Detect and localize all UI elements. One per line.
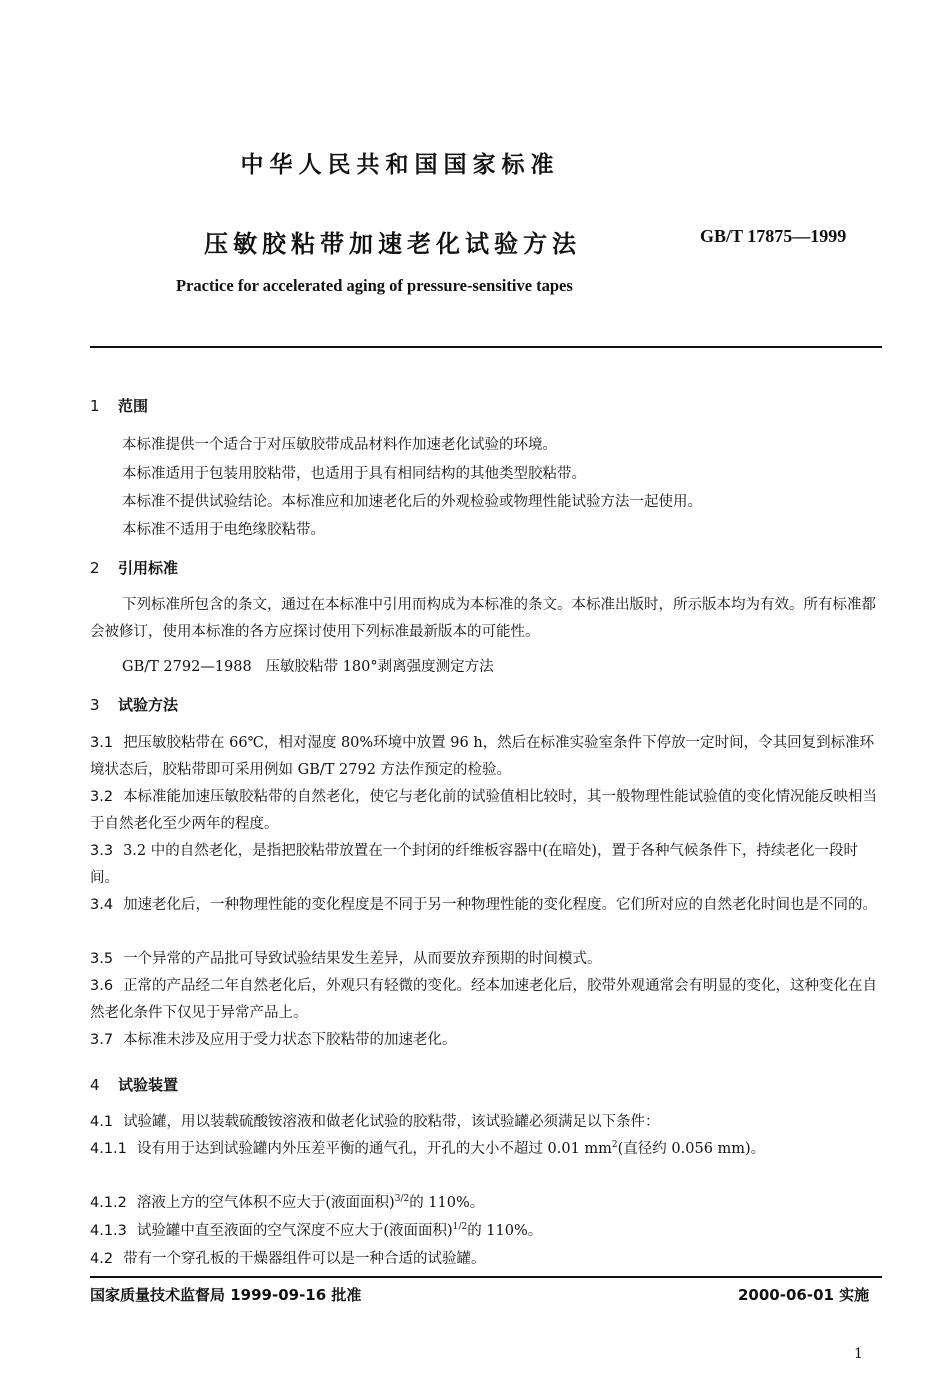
section-title: 试验装置 bbox=[118, 1076, 179, 1094]
clause-text: 一个异常的产品批可导致试验结果发生差异，从而要放弃预期的时间模式。 bbox=[123, 951, 602, 967]
clause-text-tail: 的 110%。 bbox=[409, 1195, 485, 1211]
clause-3-1 bbox=[90, 730, 882, 784]
footer-divider bbox=[90, 1276, 882, 1278]
clause-text: 本标准未涉及应用于受力状态下胶粘带的加速老化。 bbox=[123, 1032, 457, 1048]
clause-4-1-1 bbox=[90, 1136, 882, 1163]
clause-text: 溶液上方的空气体积不应大于(液面面积) bbox=[136, 1195, 395, 1211]
section-1-heading bbox=[90, 395, 148, 416]
clause-number: 4.1.2 bbox=[90, 1195, 127, 1211]
clause-text: 加速老化后，一种物理性能的变化程度是不同于另一种物理性能的变化程度。它们所对应的自然老化时间也是不同的。 bbox=[123, 897, 878, 913]
clause-4-2 bbox=[90, 1246, 882, 1273]
scope-line: 本标准不适用于电绝缘胶粘带。 bbox=[122, 522, 325, 538]
clause-text: 设有用于达到试验罐内外压差平衡的通气孔，开孔的大小不超过 0.01 mm bbox=[136, 1141, 612, 1157]
section-title: 范围 bbox=[118, 397, 149, 415]
clause-number: 4.1.1 bbox=[90, 1141, 127, 1157]
superscript: 1/2 bbox=[452, 1222, 468, 1232]
clause-3-6 bbox=[90, 973, 882, 1027]
scope-line: 本标准适用于包装用胶粘带，也适用于具有相同结构的其他类型胶粘带。 bbox=[122, 466, 586, 482]
section-number: 2 bbox=[90, 559, 100, 577]
standard-number: GB/T 17875—1999 bbox=[700, 226, 847, 246]
referenced-standard: GB/T 2792—1988 压敏胶粘带 180°剥离强度测定方法 bbox=[122, 659, 494, 675]
clause-text: 试验罐中直至液面的空气深度不应大于(液面面积) bbox=[136, 1223, 453, 1239]
section-title: 试验方法 bbox=[118, 696, 179, 714]
section-2-heading bbox=[90, 557, 178, 578]
clause-3-3 bbox=[90, 838, 882, 892]
clause-text-tail: 的 110%。 bbox=[467, 1223, 543, 1239]
clause-number: 3.1 bbox=[90, 735, 114, 751]
clause-3-4 bbox=[90, 892, 882, 919]
clause-text: 把压敏胶粘带在 66℃，相对湿度 80%环境中放置 96 h，然后在标准实验室条件下停放一定时间，令其回复到标准环境状态后，胶粘带即可采用例如 GB/T 2792 方法作预定的检验。 bbox=[90, 735, 875, 778]
document-title: 压敏胶粘带加速老化试验方法 bbox=[204, 230, 581, 258]
clause-number: 3.7 bbox=[90, 1032, 114, 1048]
standard-type-heading: 中华人民共和国国家标准 bbox=[240, 152, 560, 178]
superscript: 3/2 bbox=[394, 1194, 410, 1204]
clause-text-tail: (直径约 0.056 mm)。 bbox=[617, 1141, 766, 1157]
section-title: 引用标准 bbox=[118, 559, 179, 577]
scope-line: 本标准不提供试验结论。本标准应和加速老化后的外观检验或物理性能试验方法一起使用。 bbox=[122, 494, 702, 510]
section-number: 4 bbox=[90, 1076, 100, 1094]
clause-number: 4.1.3 bbox=[90, 1223, 127, 1239]
clause-text: 3.2 中的自然老化，是指把胶粘带放置在一个封闭的纤维板容器中(在暗处)，置于各种气候条件下，持续老化一段时间。 bbox=[90, 843, 859, 886]
clause-number: 3.2 bbox=[90, 789, 114, 805]
clause-text: 正常的产品经二年自然老化后，外观只有轻微的变化。经本加速老化后，胶带外观通常会有明显的变化，这种变化在自然老化条件下仅见于异常产品上。 bbox=[90, 978, 878, 1021]
clause-number: 4.2 bbox=[90, 1251, 114, 1267]
section-4-heading bbox=[90, 1074, 178, 1095]
clause-number: 3.4 bbox=[90, 897, 114, 913]
clause-3-7 bbox=[90, 1027, 882, 1054]
clause-number: 4.1 bbox=[90, 1114, 114, 1130]
clause-4-1-2 bbox=[90, 1190, 882, 1217]
clause-3-5 bbox=[90, 946, 882, 973]
clause-text: 试验罐，用以装载硫酸铵溶液和做老化试验的胶粘带，该试验罐必须满足以下条件： bbox=[123, 1114, 660, 1130]
english-title: Practice for accelerated aging of pressure-sensitive tapes bbox=[176, 276, 573, 295]
section-number: 3 bbox=[90, 696, 100, 714]
approval-line: 国家质量技术监督局 1999-09-16 批准 bbox=[90, 1286, 362, 1304]
clause-text: 本标准能加速压敏胶粘带的自然老化，使它与老化前的试验值相比较时，其一般物理性能试验值的变化情况能反映相当于自然老化至少两年的程度。 bbox=[90, 789, 878, 832]
header-divider bbox=[90, 346, 882, 348]
clause-text: 带有一个穿孔板的干燥器组件可以是一种合适的试验罐。 bbox=[123, 1251, 486, 1267]
section-3-heading bbox=[90, 694, 178, 715]
page-number: 1 bbox=[854, 1346, 863, 1362]
clause-4-1 bbox=[90, 1109, 882, 1136]
clause-3-2 bbox=[90, 784, 882, 838]
clause-number: 3.5 bbox=[90, 951, 114, 967]
section-number: 1 bbox=[90, 397, 100, 415]
implementation-date: 2000-06-01 实施 bbox=[738, 1286, 870, 1304]
clause-number: 3.6 bbox=[90, 978, 114, 994]
clause-4-1-3 bbox=[90, 1218, 882, 1245]
clause-number: 3.3 bbox=[90, 843, 114, 859]
scope-line: 本标准提供一个适合于对压敏胶带成品材料作加速老化试验的环境。 bbox=[122, 437, 557, 453]
superscript: 2 bbox=[611, 1140, 618, 1150]
normative-references-paragraph: 下列标准所包含的条文，通过在本标准中引用而构成为本标准的条文。本标准出版时，所示版本均为有效。所有标准都会被修订，使用本标准的各方应探讨使用下列标准最新版本的可能性。 bbox=[90, 597, 876, 640]
